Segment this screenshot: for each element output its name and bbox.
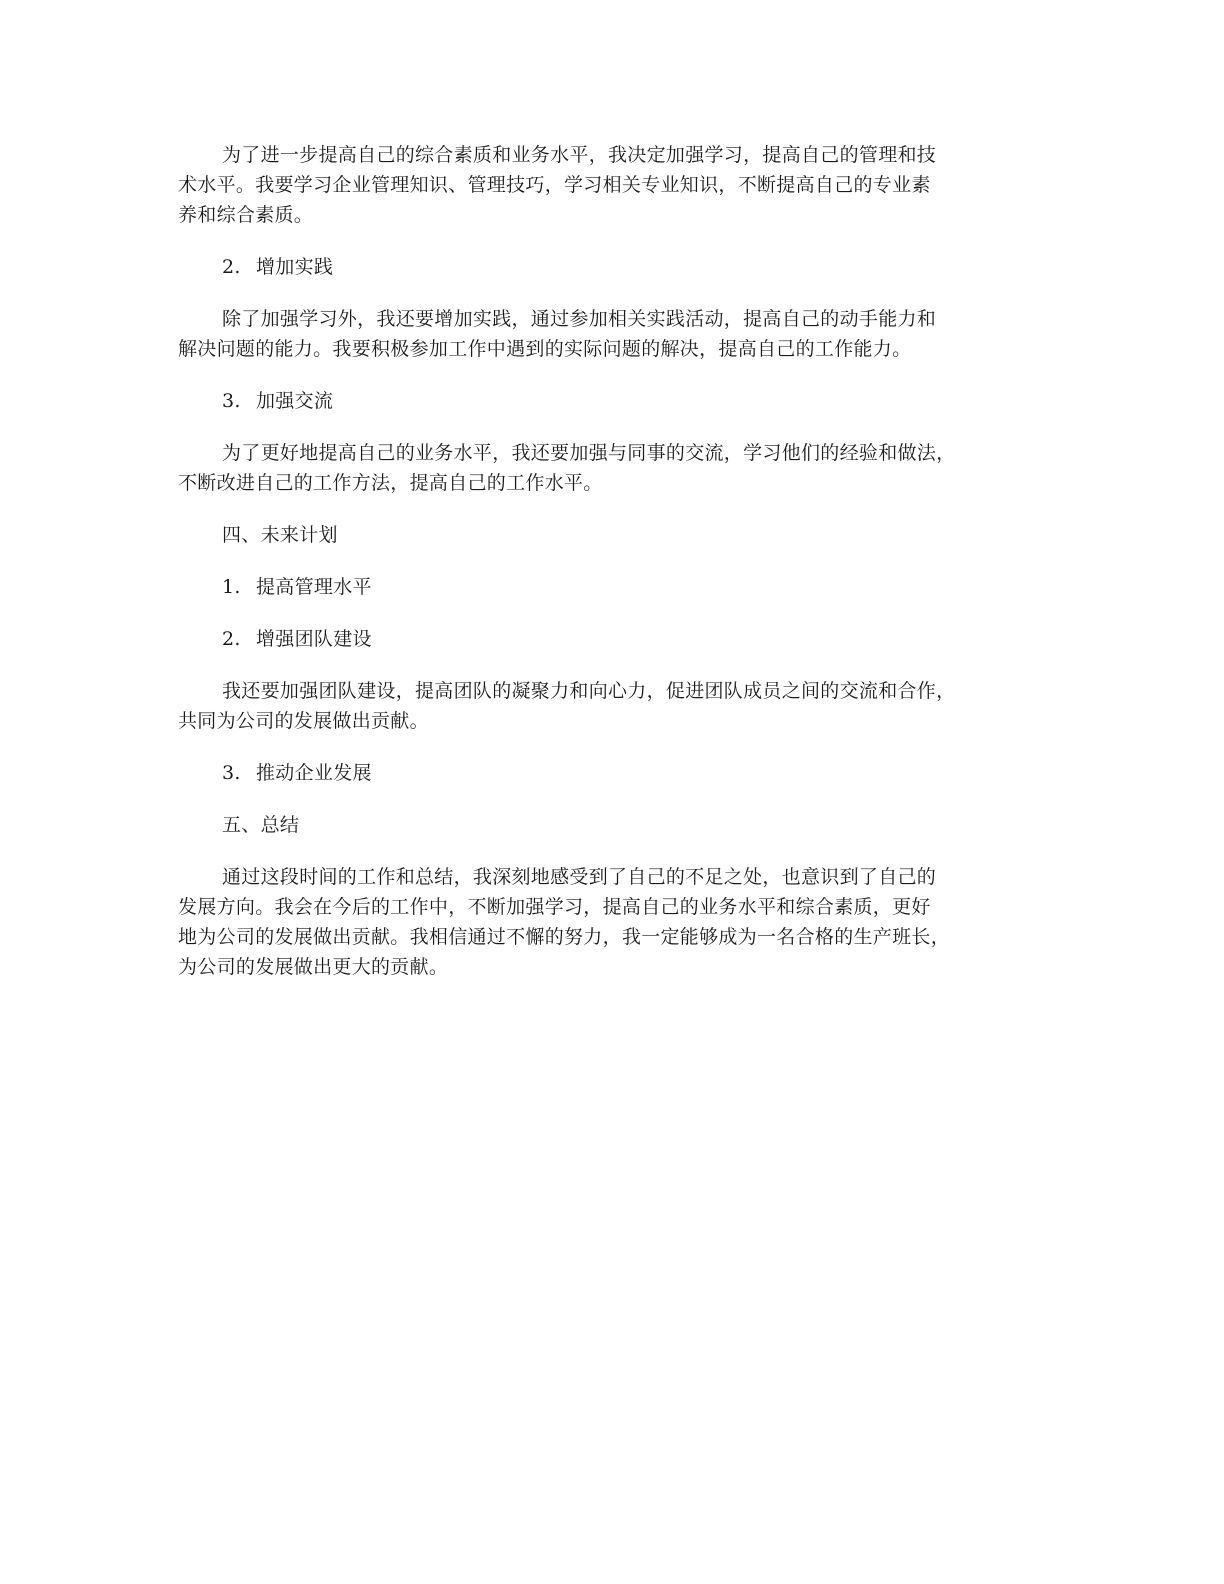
heading-enterprise-development [178, 758, 1058, 788]
paragraph-practice: 除了加强学习外，我还要增加实践，通过参加相关实践活动，提高自己的动手能力和 解决问题的能力。我要积极参加工作中遇到的实际问题的解决，提高自己的工作能力。 [178, 308, 937, 360]
paragraph-study: 为了进一步提高自己的综合素质和业务水平，我决定加强学习，提高自己的管理和技 术水平。我要学习企业管理知识、管理技巧，学习相关专业知识，不断提高自己的专业素 养和综合素质。 [178, 144, 937, 226]
heading-team-building [178, 624, 1058, 654]
heading-text: 增加实践 [256, 256, 334, 278]
heading-practice [178, 252, 1058, 282]
section-heading-summary: 五、总结 [222, 814, 300, 836]
heading-number: 1. [222, 576, 241, 598]
heading-text: 推动企业发展 [256, 762, 372, 784]
heading-text: 加强交流 [256, 390, 334, 412]
paragraph-summary: 通过这段时间的工作和总结，我深刻地感受到了自己的不足之处，也意识到了自己的 发展方向。我会在今后的工作中，不断加强学习，提高自己的业务水平和综合素质，更好 地为公司的发展做出贡献。我相信通过不懈的努力，我一定能够成为一名合格的生产班长， 为公司的发展做出更大的贡献。 [178, 866, 951, 978]
document-page [178, 140, 1058, 1004]
paragraph-communication: 为了更好地提高自己的业务水平，我还要加强与同事的交流，学习他们的经验和做法， 不断改进自己的工作方法，提高自己的工作水平。 [178, 442, 956, 494]
heading-management [178, 572, 1058, 602]
heading-number: 3. [222, 762, 241, 784]
paragraph-team-building: 我还要加强团队建设，提高团队的凝聚力和向心力，促进团队成员之间的交流和合作， 共同为公司的发展做出贡献。 [178, 680, 956, 732]
heading-communication [178, 386, 1058, 416]
heading-number: 2. [222, 256, 241, 278]
section-heading-future-plan: 四、未来计划 [222, 524, 338, 546]
heading-number: 2. [222, 628, 241, 650]
heading-text: 增强团队建设 [256, 628, 372, 650]
heading-number: 3. [222, 390, 241, 412]
heading-text: 提高管理水平 [256, 576, 372, 598]
